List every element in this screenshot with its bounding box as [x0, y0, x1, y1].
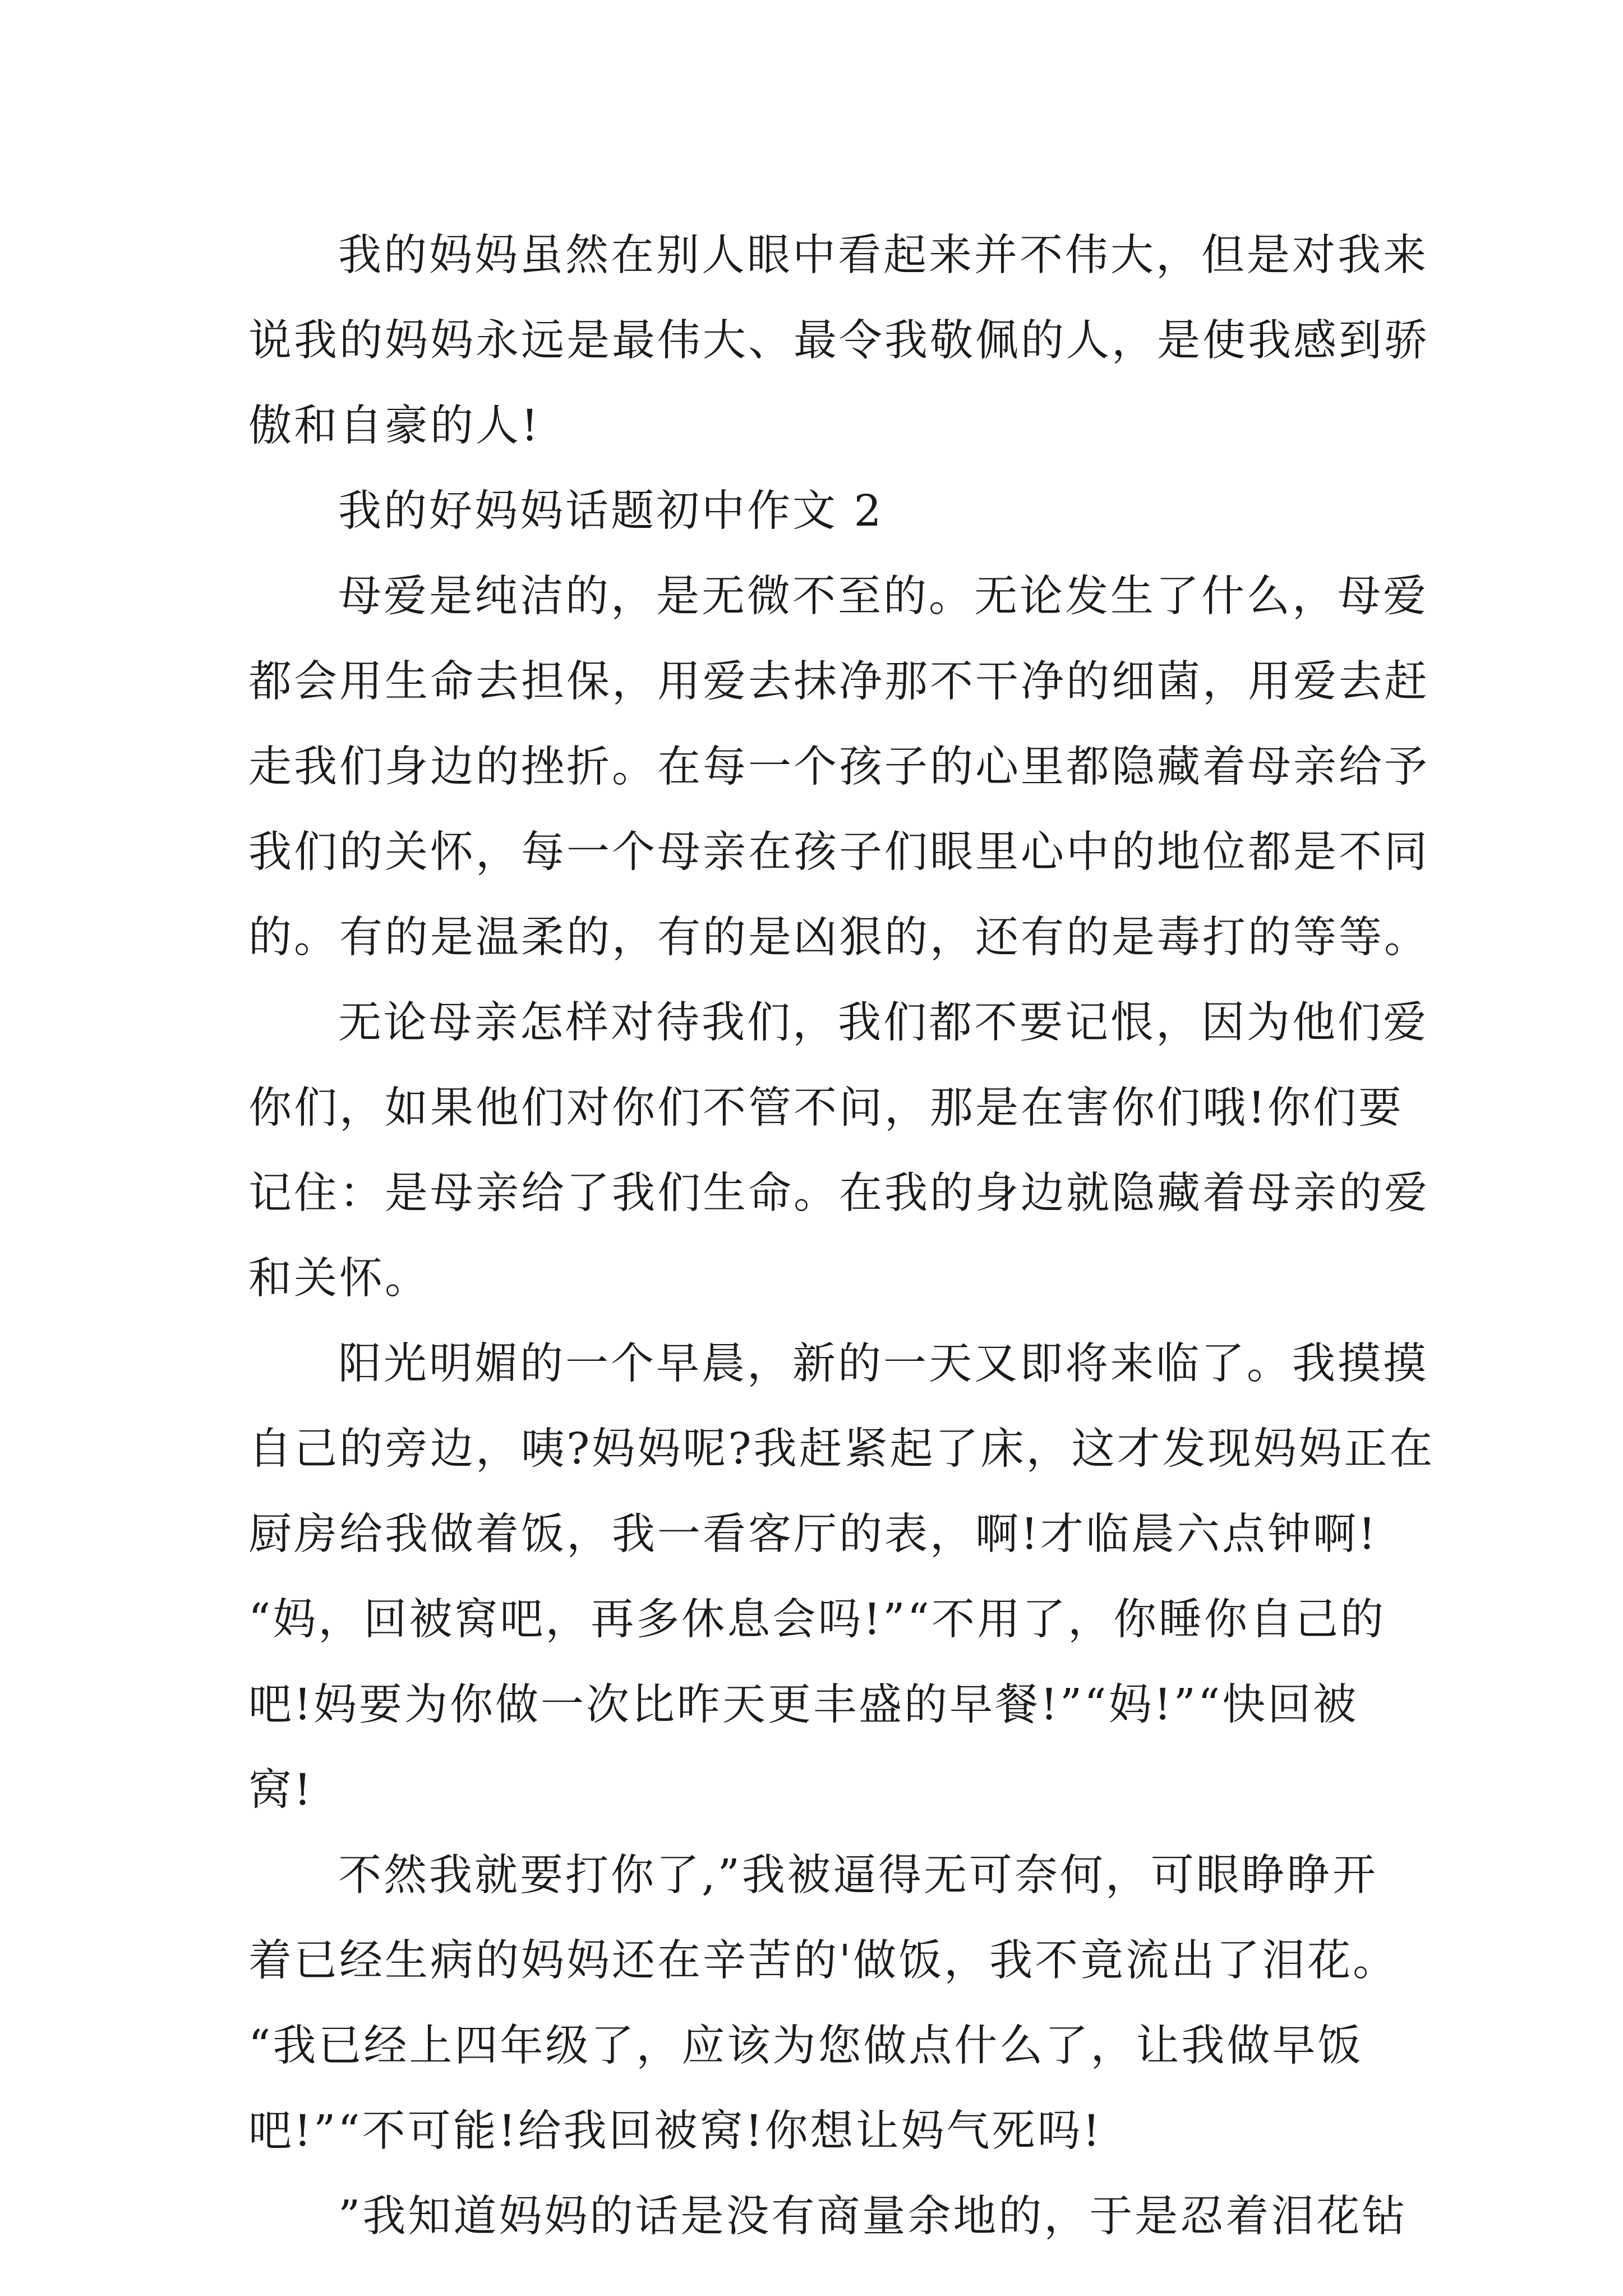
text-line: 记住：是母亲给了我们生命。在我的身边就隐藏着母亲的爱 — [248, 1168, 1430, 1218]
text-line: 走我们身边的挫折。在每一个孩子的心里都隐藏着母亲给予 — [248, 742, 1430, 792]
text-line: 的。有的是温柔的，有的是凶狠的，还有的是毒打的等等。 — [248, 913, 1430, 963]
document-body — [248, 213, 1435, 2260]
text-line: 吧!妈要为你做一次比昨天更丰盛的早餐!”“妈!”“快回被 — [248, 1680, 1359, 1730]
text-line: 吧!”“不可能!给我回被窝!你想让妈气死吗! — [248, 2106, 1103, 2156]
text-line: “妈，回被窝吧，再多休息会吗!”“不用了，你睡你自己的 — [248, 1595, 1386, 1645]
text-line: 不然我就要打你了,”我被逼得无可奈何，可眼睁睁开 — [338, 1851, 1378, 1901]
text-line: 厨房给我做着饭，我一看客厅的表，啊!才临晨六点钟啊! — [248, 1510, 1378, 1559]
text-line: 我们的关怀，每一个母亲在孩子们眼里心中的地位都是不同 — [248, 827, 1430, 877]
text-line: 窝! — [248, 1765, 313, 1815]
text-line: 我的妈妈虽然在别人眼中看起来并不伟大，但是对我来 — [338, 231, 1428, 280]
text-line: 阳光明媚的一个早晨，新的一天又即将来临了。我摸摸 — [338, 1339, 1428, 1389]
text-line: 我的好妈妈话题初中作文 2 — [338, 486, 884, 536]
text-line: 无论母亲怎样对待我们，我们都不要记恨，因为他们爱 — [338, 998, 1428, 1048]
text-line: 说我的妈妈永远是最伟大、最令我敬佩的人，是使我感到骄 — [248, 316, 1430, 366]
text-line: 母爱是纯洁的，是无微不至的。无论发生了什么，母爱 — [338, 572, 1428, 622]
text-line: 和关怀。 — [248, 1254, 430, 1304]
text-line: ”我知道妈妈的话是没有商量余地的，于是忍着泪花钻 — [338, 2192, 1408, 2242]
text-line: 都会用生命去担保，用爱去抹净那不干净的细菌，用爱去赶 — [248, 657, 1430, 707]
text-line: “我已经上四年级了，应该为您做点什么了，让我做早饭 — [248, 2021, 1363, 2071]
text-line: 着已经生病的妈妈还在辛苦的'做饭，我不竟流出了泪花。 — [248, 1936, 1399, 1986]
text-line: 自己的旁边，咦?妈妈呢?我赶紧起了床，这才发现妈妈正在 — [248, 1424, 1435, 1474]
text-line: 你们，如果他们对你们不管不问，那是在害你们哦!你们要 — [248, 1083, 1404, 1133]
text-line: 傲和自豪的人! — [248, 401, 541, 451]
